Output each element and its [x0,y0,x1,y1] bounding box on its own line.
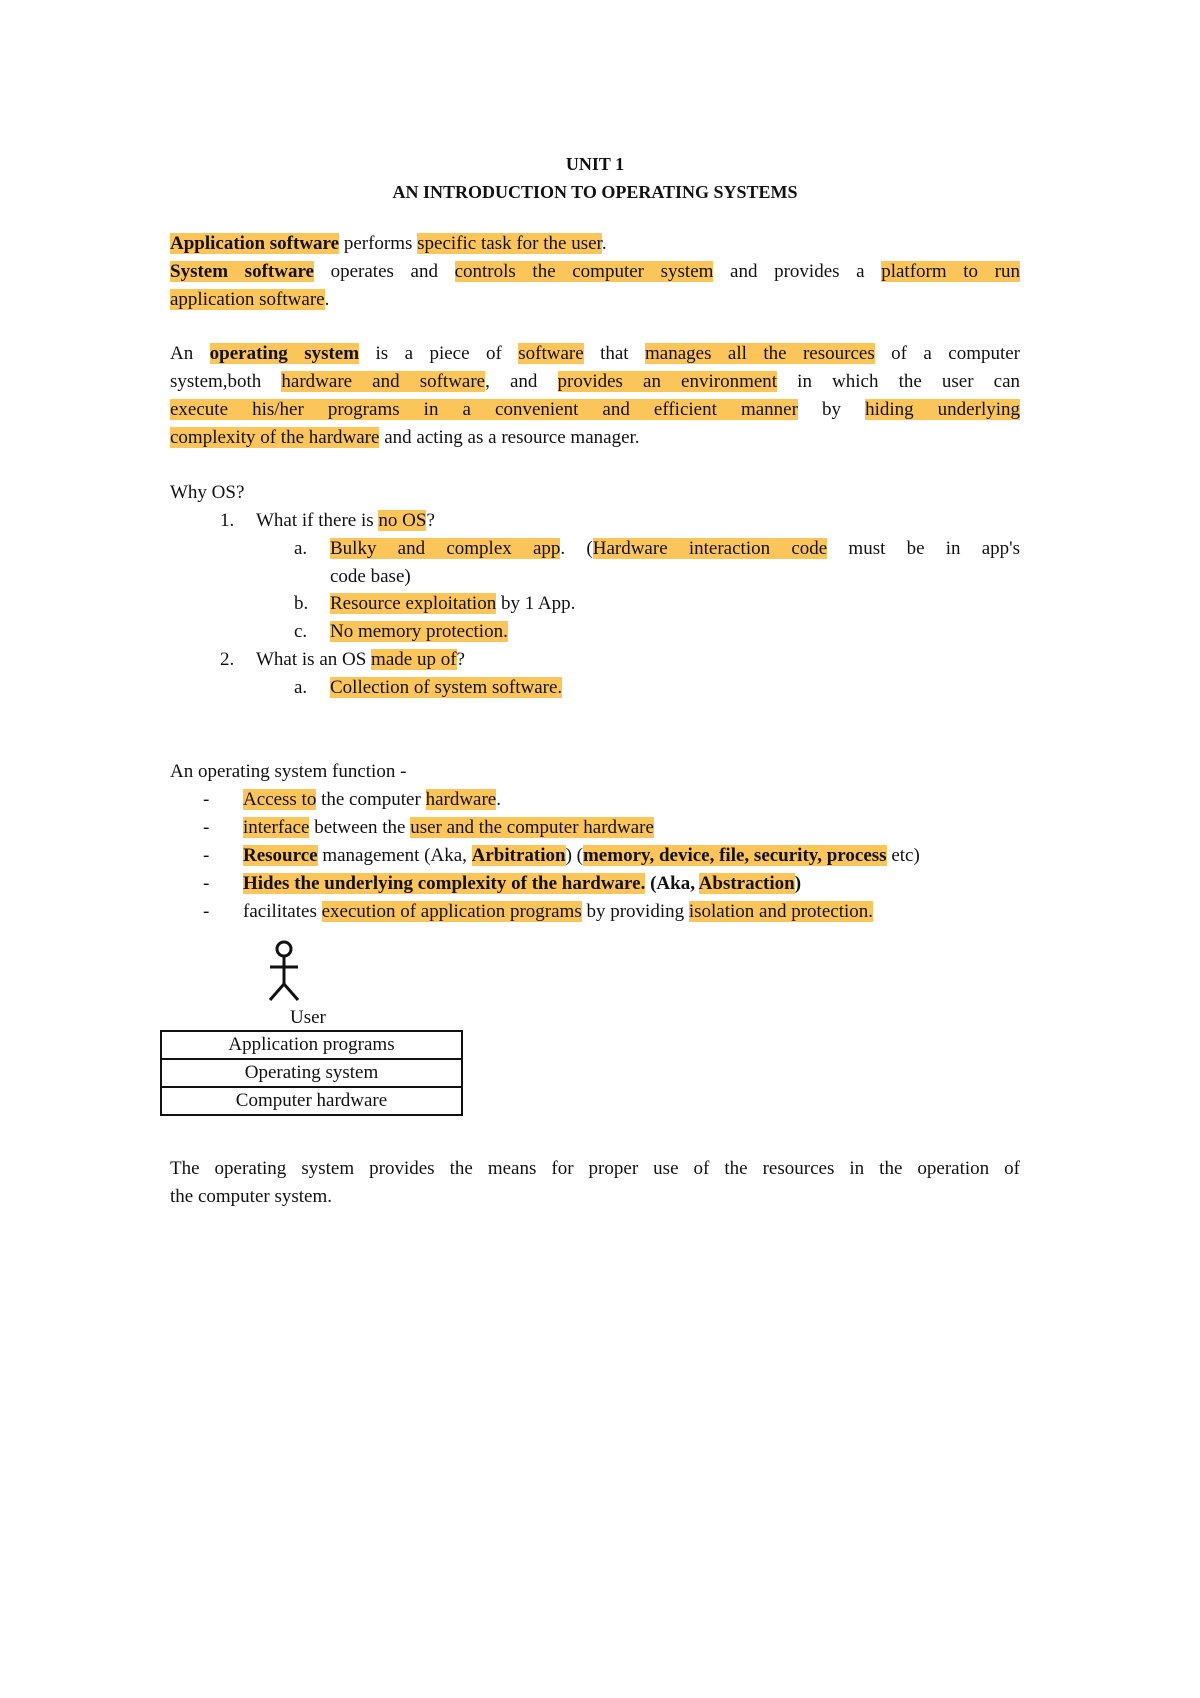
function-item-3 [243,844,920,868]
text: of a computer [874,343,1021,364]
q2a-label: a. [294,677,308,698]
bullet: - [203,789,210,810]
layer-application-programs: Application programs [160,1030,463,1058]
interface-term: interface [243,817,310,838]
hides-complexity: Hides the underlying complexity of the hardware. [243,873,646,894]
bullet: - [203,901,210,922]
text: management (Aka, [317,845,472,866]
hw-sw-term: hardware and software [281,371,486,392]
functions-heading: An operating system function - [170,761,407,782]
q1c-line [330,620,508,644]
text: ? [456,649,465,670]
q1-num: 1. [220,510,235,531]
why-os-heading: Why OS? [170,482,245,503]
stick-figure-icon [267,940,301,1002]
unit-label: UNIT 1 [565,154,625,174]
software-term: software [518,343,584,364]
definition-line-1 [170,342,1020,366]
app-software-line [170,232,607,256]
arbitration-term: Arbitration [471,845,566,866]
sys-software-line [170,260,1020,284]
execute-programs: execute his/her programs in a convenient and efficient manner [170,399,798,420]
text: performs [339,233,418,254]
hardware-term: hardware [425,789,497,810]
text: (Aka, [645,873,699,894]
closing-line-1: The operating system provides the means for proper use of the resources in the operation of [170,1158,1020,1179]
execution-programs: execution of application programs [321,901,582,922]
no-memory-protection: No memory protection. [330,621,508,642]
text: . [601,233,607,254]
bullet: - [203,845,210,866]
os-term: operating system [209,343,360,364]
resource-term: Resource [243,845,318,866]
abstraction-term: Abstraction [698,873,795,894]
text: in which the user can [777,371,1021,392]
q1-line [256,509,435,533]
made-up-of: made up of [371,649,457,670]
text: etc) [886,845,920,866]
closing-line-2: the computer system. [170,1186,332,1207]
text: What if there is [256,510,379,531]
text: . [496,789,501,810]
sys-software-term: System software [170,261,314,282]
os-layer-stack [160,1030,463,1116]
bullet: - [203,873,210,894]
text: . [324,289,330,310]
text: . ( [560,538,593,559]
app-software-term: Application software [170,233,340,254]
sys-software-control: controls the computer system [454,261,714,282]
text: the computer [316,789,426,810]
layer-operating-system: Operating system [160,1058,463,1086]
q2-line [256,648,465,672]
text: that [583,343,646,364]
document-title: AN INTRODUCTION TO OPERATING SYSTEMS [392,182,798,202]
definition-line-4 [170,426,640,450]
bullet: - [203,817,210,838]
sys-software-platform-cont: application software [170,289,325,310]
layer-computer-hardware: Computer hardware [160,1086,463,1116]
text: , and [485,371,558,392]
resource-exploitation: Resource exploitation [330,593,497,614]
access-to: Access to [243,789,317,810]
manages-resources: manages all the resources [645,343,875,364]
text: What is an OS [256,649,372,670]
complexity-hw: complexity of the hardware [170,427,380,448]
collection-system-software: Collection of system software. [330,677,563,698]
text: is a piece of [359,343,519,364]
provides-env: provides an environment [557,371,778,392]
sys-software-platform: platform to run [881,261,1020,282]
app-software-task: specific task for the user [417,233,602,254]
q1b-label: b. [294,593,309,614]
text: ) [794,873,802,894]
q1a-line-2: code base) [330,566,411,587]
user-computer-hw: user and the computer hardware [410,817,654,838]
definition-line-3 [170,398,1020,422]
user-label: User [290,1007,326,1028]
text: by providing [581,901,689,922]
q1a-line [330,537,1020,561]
resource-list: memory, device, file, security, process [582,845,887,866]
hw-interaction-code: Hardware interaction code [592,538,828,559]
text: and acting as a resource manager. [379,427,640,448]
q1b-line [330,592,575,616]
bulky-app: Bulky and complex app [330,538,561,559]
definition-line-2 [170,370,1020,394]
text: must be in app's [827,538,1020,559]
text: ? [426,510,435,531]
function-item-1 [243,788,501,812]
text: facilitates [243,901,322,922]
function-item-5 [243,900,873,924]
text: operates and [313,261,455,282]
text: ) ( [565,845,583,866]
text: An [170,343,210,364]
no-os: no OS [378,510,427,531]
hiding-underlying: hiding underlying [865,399,1021,420]
function-item-4 [243,872,801,896]
text: by 1 App. [496,593,576,614]
text: and provides a [713,261,882,282]
text: between the [309,817,411,838]
isolation-protection: isolation and protection. [688,901,874,922]
q2a-line [330,676,562,700]
function-item-2 [243,816,654,840]
q1c-label: c. [294,621,308,642]
q2-num: 2. [220,649,235,670]
text: system,both [170,371,282,392]
text: by [797,399,866,420]
q1a-label: a. [294,538,308,559]
sys-software-line-2 [170,288,329,312]
